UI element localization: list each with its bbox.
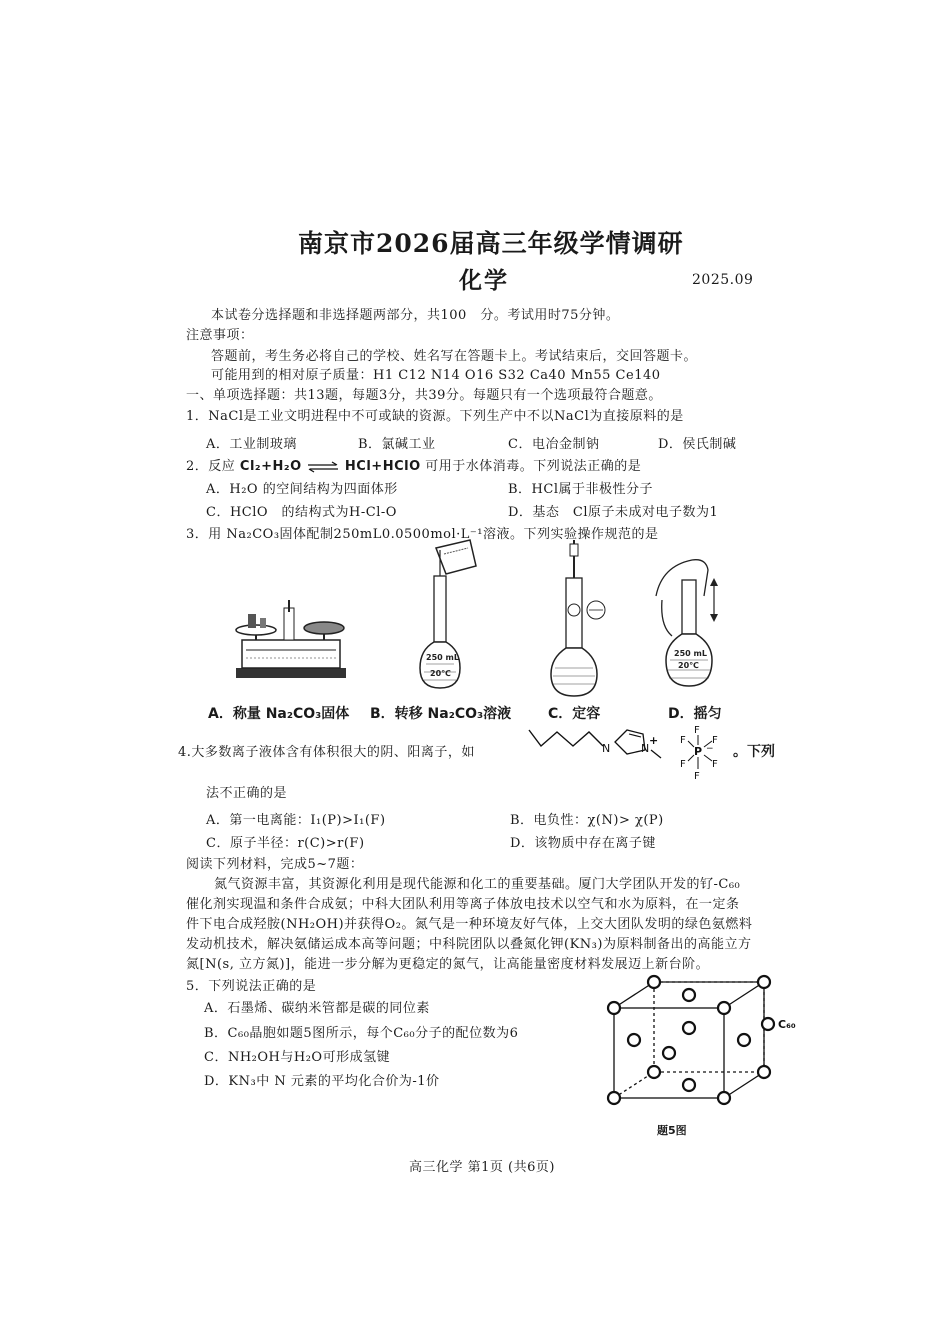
equilibrium-arrow-icon: [306, 462, 340, 472]
question-4-stem: 4.大多数离子液体含有体积很大的阴、阳离子，如: [178, 745, 475, 760]
atom-n1: N: [602, 742, 611, 755]
c60-legend-label: C₆₀: [778, 1018, 796, 1031]
intro-line: 本试卷分选择题和非选择题两部分，共100 分。考试用时75分钟。: [211, 308, 620, 323]
q3-caption-a: A．称量 Na₂CO₃固体: [208, 706, 350, 722]
q4-option-b: B．电负性：χ(N)> χ(P): [510, 813, 664, 828]
q2-option-a: A．H₂O 的空间结构为四面体形: [206, 482, 398, 497]
q4-stem-tail: 。下列: [733, 744, 775, 760]
dropper-flask-figure: [541, 540, 611, 700]
question-3-stem: 3．用 Na₂CO₃固体配制250mL0.0500mol·L⁻¹溶液。下列实验操作规范的是: [186, 527, 659, 542]
c60-molecule: [738, 1034, 750, 1046]
c60-molecule: [648, 1066, 660, 1078]
q1-option-a: A．工业制玻璃: [206, 437, 297, 452]
transfer-flask-figure: [418, 540, 508, 690]
q2-prefix: 2．反应: [186, 459, 236, 474]
q1-option-b: B．氯碱工业: [358, 437, 436, 452]
c60-legend-icon: [762, 1018, 774, 1030]
flask-b-temp-label: 20℃: [430, 669, 451, 678]
exam-date: 2025.09: [692, 272, 754, 288]
q5-option-a: A．石墨烯、碳纳米管都是碳的同位素: [204, 1001, 430, 1016]
q3-caption-c: C．定容: [548, 706, 601, 722]
shaking-flask-figure: [652, 556, 742, 696]
reading-paragraph-line: 氮气资源丰富，其资源化利用是现代能源和化工的重要基础。厦门大学团队开发的钌-C₆₀: [214, 877, 741, 892]
figure-5-caption: 题5图: [657, 1124, 687, 1137]
q5-option-d: D．KN₃中 N 元素的平均化合价为-1价: [204, 1074, 440, 1089]
c60-molecule: [758, 1066, 770, 1078]
c60-unit-cell-figure: [600, 972, 800, 1112]
balance-scale-figure: [226, 600, 356, 680]
reading-paragraph-line: 催化剂实现温和条件合成氨；中科大团队利用等离子体放电技术以空气和水为原料，在一定条: [186, 897, 740, 912]
anion-p-center: P: [694, 745, 703, 758]
c60-molecule: [648, 976, 660, 988]
subject-title: 化学: [459, 267, 509, 294]
atom-n2: N: [641, 742, 650, 755]
anion-f-top: F: [694, 725, 700, 736]
anion-f-left-top: F: [680, 735, 686, 746]
reading-intro: 阅读下列材料，完成5~7题：: [186, 857, 364, 872]
reading-paragraph-line: 件下电合成羟胺(NH₂OH)并获得O₂。氮气是一种环境友好气体，上交大团队发明的绿色氨燃料: [186, 917, 753, 932]
q2-option-c: C．HClO 的结构式为H-Cl-O: [206, 505, 397, 520]
q3-caption-d: D．摇匀: [668, 706, 722, 722]
reading-paragraph-line: 氮[N(s, 立方氮)]，能进一步分解为更稳定的氮气，让高能量密度材料发展迈上新台阶。: [186, 957, 710, 972]
atomic-mass-line: 可能用到的相对原子质量：H1 C12 N14 O16 S32 Ca40 Mn55 Ce140: [211, 368, 661, 383]
c60-molecule: [683, 989, 695, 1001]
q4-option-c: C．原子半径：r(C)>r(F): [206, 836, 365, 851]
notice-label: 注意事项：: [186, 328, 254, 343]
flask-d-temp-label: 20℃: [678, 661, 699, 670]
c60-molecule: [718, 1002, 730, 1014]
exam-title: 南京市2026届高三年级学情调研: [298, 229, 684, 258]
q2-option-b: B．HCl属于非极性分子: [508, 482, 653, 497]
q4-option-d: D．该物质中存在离子键: [510, 836, 656, 851]
page-footer: 高三化学 第1页 (共6页): [409, 1160, 555, 1175]
hexafluorophosphate-anion-figure: [676, 723, 728, 783]
c60-molecule: [608, 1002, 620, 1014]
question-1-stem: 1．NaCl是工业文明进程中不可或缺的资源。下列生产中不以NaCl为直接原料的是: [186, 409, 684, 424]
anion-f-right-bottom: F: [712, 759, 718, 770]
q4-stem-continuation: 法不正确的是: [206, 786, 288, 801]
c60-molecule: [758, 976, 770, 988]
q2-equation-left: Cl₂+H₂O: [239, 459, 302, 474]
c60-molecule: [608, 1092, 620, 1104]
q2-option-d: D．基态 Cl原子未成对电子数为1: [508, 505, 719, 520]
q5-option-b: B．C₆₀晶胞如题5图所示，每个C₆₀分子的配位数为6: [204, 1026, 519, 1041]
reading-paragraph-line: 发动机技术，解决氨储运成本高等问题；中科院团队以叠氮化钾(KN₃)为原料制备出的高能立方: [186, 937, 752, 952]
c60-molecule: [683, 1022, 695, 1034]
q1-option-c: C．电冶金制钠: [508, 437, 600, 452]
c60-molecule: [718, 1092, 730, 1104]
flask-b-volume-label: 250 mL: [426, 653, 459, 662]
c60-molecule: [683, 1079, 695, 1091]
c60-molecule: [663, 1047, 675, 1059]
question-5-stem: 5．下列说法正确的是: [186, 979, 317, 994]
section-heading: 一、单项选择题：共13题，每题3分，共39分。每题只有一个选项最符合题意。: [186, 388, 662, 403]
anion-charge: −: [706, 744, 714, 754]
q1-option-d: D．侯氏制碱: [658, 437, 737, 452]
q2-suffix: 可用于水体消毒。下列说法正确的是: [425, 459, 642, 474]
q2-equation-right: HCl+HClO: [344, 459, 421, 474]
notice-text: 答题前，考生务必将自己的学校、姓名写在答题卡上。考试结束后，交回答题卡。: [211, 349, 698, 364]
anion-f-bottom: F: [694, 771, 700, 782]
q3-caption-b: B．转移 Na₂CO₃溶液: [370, 706, 512, 722]
flask-d-volume-label: 250 mL: [674, 649, 707, 658]
anion-f-left-bottom: F: [680, 759, 686, 770]
c60-molecule: [628, 1034, 640, 1046]
q4-option-a: A．第一电离能：I₁(P)>I₁(F): [206, 813, 386, 828]
anion-f-right-top: F: [712, 735, 718, 746]
question-2-stem: [186, 455, 641, 474]
q5-option-c: C．NH₂OH与H₂O可形成氢键: [204, 1050, 391, 1065]
cation-charge: +: [649, 734, 659, 747]
